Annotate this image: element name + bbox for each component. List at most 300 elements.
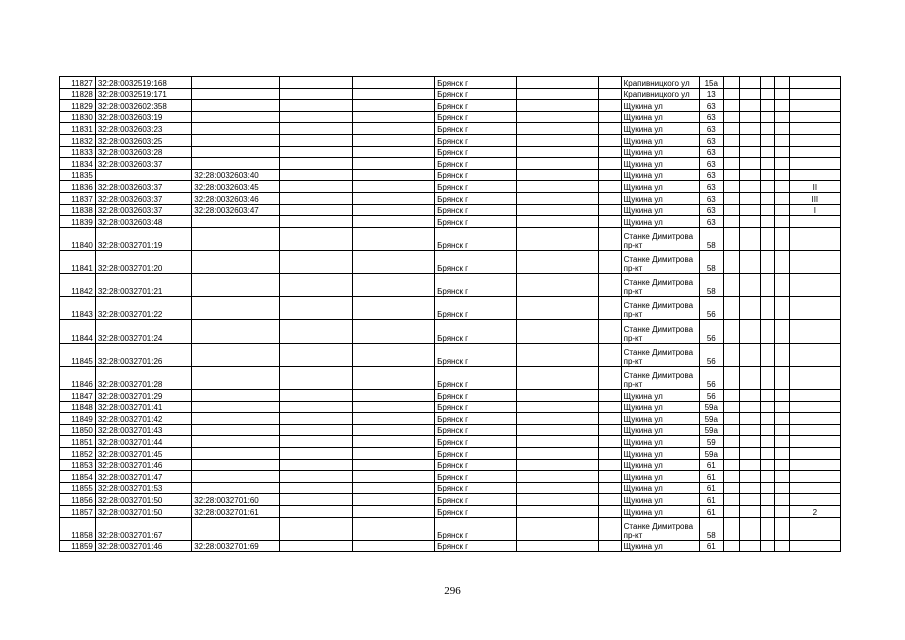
cadastral-number: 32:28:0032603:37 [95,158,191,170]
blank-cell [599,274,622,297]
building-section-cell [789,158,840,170]
blank-cell [353,482,435,494]
building-section-cell [789,390,840,402]
record-number: 11838 [60,204,96,216]
blank-cell [517,517,599,540]
blank-cell [280,471,353,483]
blank-cell [775,413,789,425]
blank-cell [740,297,760,320]
city-cell: Брянск г [435,146,517,158]
blank-cell [353,494,435,506]
blank-cell [280,227,353,250]
blank-cell [740,401,760,413]
city-cell: Брянск г [435,436,517,448]
city-cell: Брянск г [435,343,517,366]
blank-cell [599,413,622,425]
record-number: 11830 [60,111,96,123]
cadastral-number-secondary: 32:28:0032603:46 [192,192,280,204]
blank-cell [740,146,760,158]
blank-cell [760,274,774,297]
registry-table [59,76,841,552]
blank-cell [760,494,774,506]
blank-cell [599,436,622,448]
blank-cell [760,204,774,216]
building-section-cell [789,250,840,273]
blank-cell [760,227,774,250]
blank-cell [280,366,353,389]
city-cell: Брянск г [435,494,517,506]
blank-cell [353,366,435,389]
house-number-cell: 63 [699,158,724,170]
blank-cell [353,181,435,193]
house-number-cell: 63 [699,181,724,193]
blank-cell [353,540,435,552]
street-cell: Щукина ул [621,216,699,228]
blank-cell [280,424,353,436]
city-cell: Брянск г [435,77,517,89]
building-section-cell [789,343,840,366]
blank-cell [599,181,622,193]
blank-cell [740,169,760,181]
blank-cell [280,77,353,89]
blank-cell [517,77,599,89]
blank-cell [740,366,760,389]
blank-cell [724,146,740,158]
cadastral-number-secondary [192,471,280,483]
blank-cell [599,227,622,250]
cadastral-number: 32:28:0032701:50 [95,505,191,517]
blank-cell [760,436,774,448]
blank-cell [599,204,622,216]
street-cell: Щукина ул [621,204,699,216]
record-number: 11829 [60,100,96,112]
blank-cell [353,204,435,216]
blank-cell [775,390,789,402]
blank-cell [775,204,789,216]
blank-cell [724,111,740,123]
cadastral-number-secondary [192,424,280,436]
record-number: 11827 [60,77,96,89]
blank-cell [517,471,599,483]
street-cell: Щукина ул [621,390,699,402]
house-number-cell: 56 [699,297,724,320]
cadastral-number: 32:28:0032519:168 [95,77,191,89]
cadastral-number-secondary: 32:28:0032701:69 [192,540,280,552]
blank-cell [517,482,599,494]
blank-cell [724,390,740,402]
blank-cell [280,459,353,471]
blank-cell [724,274,740,297]
blank-cell [280,274,353,297]
blank-cell [775,482,789,494]
blank-cell [280,448,353,460]
blank-cell [775,250,789,273]
blank-cell [740,471,760,483]
street-cell: Щукина ул [621,181,699,193]
blank-cell [353,274,435,297]
building-section-cell [789,413,840,425]
city-cell: Брянск г [435,448,517,460]
blank-cell [599,366,622,389]
table-row [60,169,841,181]
house-number-cell: 59а [699,401,724,413]
blank-cell [517,192,599,204]
page-number: 296 [444,585,461,597]
table-row [60,274,841,297]
blank-cell [724,436,740,448]
street-cell: Щукина ул [621,100,699,112]
blank-cell [517,134,599,146]
cadastral-number: 32:28:0032701:26 [95,343,191,366]
house-number-cell: 63 [699,111,724,123]
blank-cell [599,401,622,413]
building-section-cell [789,146,840,158]
blank-cell [740,250,760,273]
blank-cell [280,401,353,413]
cadastral-number: 32:28:0032603:25 [95,134,191,146]
blank-cell [740,390,760,402]
record-number: 11847 [60,390,96,402]
blank-cell [517,413,599,425]
street-cell: Станке Димитрова пр-кт [621,343,699,366]
blank-cell [760,424,774,436]
blank-cell [599,517,622,540]
blank-cell [599,111,622,123]
blank-cell [517,540,599,552]
blank-cell [280,505,353,517]
blank-cell [760,134,774,146]
blank-cell [724,459,740,471]
blank-cell [760,517,774,540]
blank-cell [760,390,774,402]
blank-cell [740,413,760,425]
record-number: 11840 [60,227,96,250]
blank-cell [775,448,789,460]
blank-cell [740,100,760,112]
blank-cell [280,100,353,112]
blank-cell [740,158,760,170]
city-cell: Брянск г [435,134,517,146]
building-section-cell: I [789,204,840,216]
city-cell: Брянск г [435,123,517,135]
house-number-cell: 63 [699,123,724,135]
blank-cell [775,424,789,436]
house-number-cell: 13 [699,88,724,100]
cadastral-number [95,169,191,181]
house-number-cell: 61 [699,482,724,494]
blank-cell [760,540,774,552]
street-cell: Станке Димитрова пр-кт [621,366,699,389]
blank-cell [724,482,740,494]
record-number: 11831 [60,123,96,135]
cadastral-number: 32:28:0032701:20 [95,250,191,273]
cadastral-number-secondary [192,517,280,540]
record-number: 11853 [60,459,96,471]
cadastral-number-secondary [192,436,280,448]
record-number: 11854 [60,471,96,483]
record-number: 11842 [60,274,96,297]
house-number-cell: 63 [699,146,724,158]
blank-cell [280,297,353,320]
table-row [60,146,841,158]
blank-cell [724,297,740,320]
cadastral-number-secondary [192,227,280,250]
building-section-cell [789,494,840,506]
blank-cell [740,88,760,100]
blank-cell [517,88,599,100]
cadastral-number: 32:28:0032603:28 [95,146,191,158]
blank-cell [280,123,353,135]
building-section-cell [789,111,840,123]
blank-cell [724,401,740,413]
blank-cell [760,88,774,100]
blank-cell [775,540,789,552]
registry-rows [60,77,841,552]
blank-cell [599,471,622,483]
blank-cell [740,517,760,540]
record-number: 11843 [60,297,96,320]
blank-cell [724,471,740,483]
record-number: 11844 [60,320,96,343]
street-cell: Станке Димитрова пр-кт [621,320,699,343]
blank-cell [599,134,622,146]
blank-cell [775,366,789,389]
table-row [60,448,841,460]
record-number: 11849 [60,413,96,425]
blank-cell [517,158,599,170]
street-cell: Щукина ул [621,471,699,483]
blank-cell [599,448,622,460]
blank-cell [280,436,353,448]
table-row [60,250,841,273]
table-row [60,494,841,506]
cadastral-number: 32:28:0032701:22 [95,297,191,320]
blank-cell [599,158,622,170]
city-cell: Брянск г [435,274,517,297]
blank-cell [724,216,740,228]
blank-cell [740,343,760,366]
cadastral-number-secondary [192,390,280,402]
street-cell: Станке Димитрова пр-кт [621,227,699,250]
blank-cell [280,181,353,193]
house-number-cell: 61 [699,459,724,471]
cadastral-number: 32:28:0032519:171 [95,88,191,100]
city-cell: Брянск г [435,459,517,471]
table-row [60,401,841,413]
blank-cell [740,494,760,506]
table-row [60,134,841,146]
blank-cell [760,459,774,471]
house-number-cell: 58 [699,274,724,297]
house-number-cell: 59а [699,413,724,425]
table-row [60,111,841,123]
house-number-cell: 61 [699,505,724,517]
table-row [60,100,841,112]
blank-cell [599,146,622,158]
table-row [60,366,841,389]
street-cell: Щукина ул [621,158,699,170]
street-cell: Щукина ул [621,494,699,506]
building-section-cell [789,274,840,297]
cadastral-number: 32:28:0032701:67 [95,517,191,540]
city-cell: Брянск г [435,111,517,123]
blank-cell [724,158,740,170]
cadastral-number: 32:28:0032701:41 [95,401,191,413]
house-number-cell: 59а [699,424,724,436]
city-cell: Брянск г [435,540,517,552]
blank-cell [353,413,435,425]
building-section-cell [789,448,840,460]
blank-cell [353,390,435,402]
table-row [60,88,841,100]
city-cell: Брянск г [435,227,517,250]
blank-cell [353,448,435,460]
blank-cell [724,100,740,112]
blank-cell [599,505,622,517]
blank-cell [775,505,789,517]
blank-cell [775,100,789,112]
street-cell: Щукина ул [621,424,699,436]
blank-cell [724,169,740,181]
cadastral-number-secondary [192,158,280,170]
blank-cell [353,146,435,158]
blank-cell [724,77,740,89]
house-number-cell: 61 [699,540,724,552]
blank-cell [775,227,789,250]
blank-cell [353,320,435,343]
cadastral-number-secondary [192,401,280,413]
house-number-cell: 15а [699,77,724,89]
city-cell: Брянск г [435,169,517,181]
blank-cell [775,158,789,170]
cadastral-number: 32:28:0032603:19 [95,111,191,123]
blank-cell [760,123,774,135]
city-cell: Брянск г [435,390,517,402]
blank-cell [760,181,774,193]
cadastral-number-secondary [192,111,280,123]
street-cell: Щукина ул [621,111,699,123]
blank-cell [280,413,353,425]
blank-cell [775,274,789,297]
street-cell: Щукина ул [621,482,699,494]
blank-cell [517,448,599,460]
blank-cell [760,471,774,483]
blank-cell [517,366,599,389]
blank-cell [775,169,789,181]
cadastral-number-secondary [192,448,280,460]
cadastral-number: 32:28:0032701:47 [95,471,191,483]
cadastral-number: 32:28:0032603:37 [95,192,191,204]
table-row [60,540,841,552]
table-row [60,297,841,320]
blank-cell [740,424,760,436]
blank-cell [775,401,789,413]
blank-cell [353,436,435,448]
cadastral-number-secondary: 32:28:0032701:61 [192,505,280,517]
building-section-cell [789,123,840,135]
city-cell: Брянск г [435,482,517,494]
record-number: 11846 [60,366,96,389]
blank-cell [775,471,789,483]
cadastral-number-secondary [192,482,280,494]
blank-cell [724,517,740,540]
city-cell: Брянск г [435,471,517,483]
cadastral-number: 32:28:0032701:42 [95,413,191,425]
blank-cell [599,540,622,552]
blank-cell [775,111,789,123]
city-cell: Брянск г [435,204,517,216]
building-section-cell [789,517,840,540]
blank-cell [740,123,760,135]
record-number: 11845 [60,343,96,366]
blank-cell [775,494,789,506]
cadastral-number: 32:28:0032701:24 [95,320,191,343]
blank-cell [740,204,760,216]
house-number-cell: 63 [699,169,724,181]
record-number: 11857 [60,505,96,517]
blank-cell [724,448,740,460]
registry-sheet [59,76,841,552]
table-row [60,471,841,483]
cadastral-number: 32:28:0032701:45 [95,448,191,460]
blank-cell [517,216,599,228]
blank-cell [353,123,435,135]
blank-cell [760,413,774,425]
table-row [60,227,841,250]
building-section-cell: III [789,192,840,204]
cadastral-number: 32:28:0032701:50 [95,494,191,506]
blank-cell [760,100,774,112]
blank-cell [740,505,760,517]
record-number: 11848 [60,401,96,413]
blank-cell [599,390,622,402]
blank-cell [517,494,599,506]
street-cell: Щукина ул [621,123,699,135]
cadastral-number: 32:28:0032603:48 [95,216,191,228]
city-cell: Брянск г [435,366,517,389]
table-row [60,192,841,204]
blank-cell [724,192,740,204]
blank-cell [353,505,435,517]
blank-cell [775,297,789,320]
record-number: 11834 [60,158,96,170]
blank-cell [760,77,774,89]
blank-cell [599,123,622,135]
cadastral-number-secondary [192,413,280,425]
record-number: 11859 [60,540,96,552]
record-number: 11836 [60,181,96,193]
blank-cell [280,158,353,170]
blank-cell [775,77,789,89]
house-number-cell: 61 [699,494,724,506]
table-row [60,424,841,436]
cadastral-number: 32:28:0032701:21 [95,274,191,297]
street-cell: Станке Димитрова пр-кт [621,250,699,273]
record-number: 11841 [60,250,96,273]
record-number: 11855 [60,482,96,494]
street-cell: Щукина ул [621,413,699,425]
blank-cell [353,192,435,204]
cadastral-number-secondary [192,459,280,471]
blank-cell [353,401,435,413]
blank-cell [517,320,599,343]
blank-cell [517,424,599,436]
cadastral-number-secondary [192,274,280,297]
street-cell: Щукина ул [621,146,699,158]
blank-cell [724,343,740,366]
city-cell: Брянск г [435,216,517,228]
blank-cell [775,320,789,343]
